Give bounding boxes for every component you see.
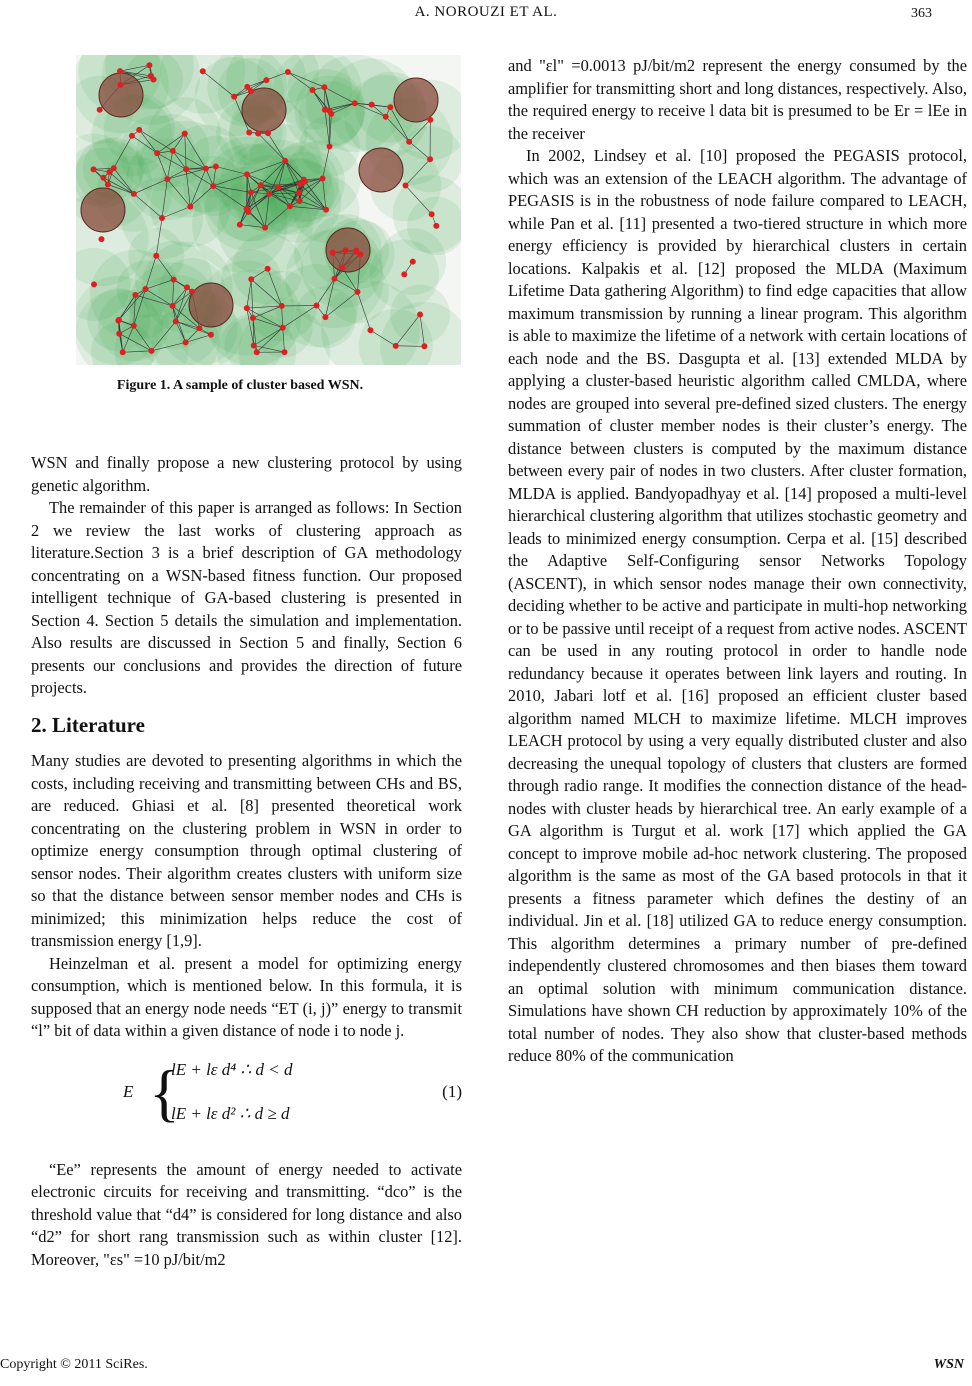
paragraph: WSN and finally propose a new clustering protocol by using genetic algorithm. [31,453,462,495]
sensor-node [403,183,409,189]
sensor-node [387,104,393,110]
cluster-head [81,188,125,232]
sensor-node [210,183,216,189]
sensor-node [282,349,288,355]
sensor-node [146,62,152,68]
sensor-node [321,84,327,90]
sensor-node [265,266,271,272]
sensor-node [231,94,237,100]
sensor-node [310,87,316,93]
sensor-node [116,331,122,337]
sensor-node [297,198,303,204]
sensor-node [275,184,281,190]
sensor-node [296,190,302,196]
sensor-node [410,259,416,265]
sensor-node [131,191,137,197]
sensor-node [171,277,177,283]
sensor-node [322,107,328,113]
sensor-node [200,68,206,74]
section-heading: 2. Literature [31,712,145,737]
sensor-node [244,206,250,212]
sensor-node [427,117,433,123]
sensor-node [282,158,288,164]
sensor-node [100,175,106,181]
sensor-node [184,284,190,290]
sensor-node [196,325,202,331]
network-graph-svg [76,55,461,365]
sensor-node [369,102,375,108]
cluster-head [99,73,143,117]
sensor-node [246,129,252,135]
sensor-node [170,303,176,309]
sensor-node [183,339,189,345]
sensor-node [383,114,389,120]
sensor-node [429,211,435,217]
sensor-node [251,342,257,348]
sensor-node [254,349,260,355]
sensor-node [154,150,160,156]
sensor-node [90,166,96,172]
sensor-node [266,191,272,197]
sensor-node [170,148,176,154]
sensor-node [285,69,291,75]
equation-lhs: E [123,1081,134,1101]
sensor-node [164,176,170,182]
sensor-node [367,327,373,333]
cluster-head [242,88,286,132]
sensor-node [353,248,359,254]
journal-footer: WSN [933,1357,964,1372]
sensor-node [208,332,214,338]
sensor-node [248,276,254,282]
cluster-network-figure [76,55,461,365]
paragraph: Heinzelman et al. present a model for optimizing energy consumption, which is mentioned below. In this formula, it is supposed that an energy node needs “ET (i, j)” energy to transmit “l” bit of data within a given distance of node i to node j. [31,953,462,1040]
sensor-node [183,166,189,172]
sensor-node [433,223,439,229]
figure-caption: Figure 1. A sample of cluster based WSN. [116,378,364,393]
sensor-node [301,177,307,183]
sensor-node [213,164,219,170]
sensor-node [237,222,243,228]
sensor-node [244,305,250,311]
sensor-node [258,182,264,188]
sensor-node [248,189,254,195]
sensor-node [131,323,137,329]
sensor-node [320,176,326,182]
left-column [31,452,462,1271]
paragraph: In 2002, Lindsey et al. [10] proposed the PEGASIS protocol, which was an extension of the LEACH algorithm. The advantage of PEGASIS is in the robustness of node failure compared to LEACH, while Pan et al. [11] presented a two-tiered structure in which more energy efficiency is provided by hierarchical clusters in certain locations. Kalpakis et al. [12] proposed the MLDA (Maximum Lifetime Data gathering Algorithm) to find edge capacities that allow maximum transmission by running a linear program. This algorithm is able to maximize the lifetime of a network with certain locations of each node and the BS. Dasgupta et al. [13] extended MLDA by applying a cluster-based heuristic algorithm called CMLDA, where nodes are grouped into several pre-defined sized clusters. The energy summation of cluster member nodes is their cluster’s energy. The distance between clusters is computed by the maximum distance between every pair of nodes in two clusters. After cluster formation, MLDA is applied. Bandyopadhyay et al. [14] proposed a multi-level hierarchical clustering algorithm that utilizes stochastic geometry and leads to minimized energy consumption. Cerpa et al. [15] described the Adaptive Self-Configuring sensor Networks Topology (ASCENT), in which sensor nodes manage their own connectivity, deciding whether to be active and participate in multi-hop networking or to be passive until receipt of a request from active nodes. ASCENT can be used in any routing protocol in order to handle node redundancy because it operates between link layers and routing. In 2010, Jabari lotf et al. [16] proposed an efficient cluster based algorithm named MLCH to maximize lifetime. MLCH improves LEACH protocol by using a very equally distributed cluster and also decreasing the unequal topology of clusters that clusters are formed through radio range. It modifies the connection distance of the head-nodes with cluster heads by hierarchical tree. An early example of a GA algorithm is Turgut et al. work [17] which applied the GA concept to improve mobile ad-hoc network clustering. The proposed algorithm is the same as most of the GA based protocols in that it presents a fitness parameter which defines the destiny of an individual. Jin et al. [18] utilized GA to reduce energy consumption. This algorithm determines a primary number of pre-defined independently clustered chromosomes and then biases them toward an optimal solution with minimum communication distance. Simulations have shown CH reduction by approximately 10% of the total number of nodes. They also show that cluster-based methods reduce 80% of the communication [508,146,967,1065]
sensor-node [143,286,149,292]
sensor-node [173,318,179,324]
sensor-node [187,204,193,210]
sensor-node [148,348,154,354]
sensor-node [393,343,399,349]
sensor-node [189,289,195,295]
page-number: 363 [911,6,932,21]
sensor-node [117,68,123,74]
sensor-node [401,271,407,277]
sensor-node [250,315,256,321]
cluster-head [189,283,233,327]
sensor-node [279,303,285,309]
paragraph: The remainder of this paper is arranged as follows: In Section 2 we review the last works of clustering approach as literature.Section 3 is a brief description of GA methodology concentrating on a WSN-based fitness function. Our proposed intelligent technique of GA-based clustering is presented in Section 4. Section 5 details the simulation and implementation. Also results are discussed in Section 5 and finally, Section 6 presents our conclusions and provides the direction of future projects. [31,498,462,697]
sensor-node [105,182,111,188]
right-column [508,55,967,1068]
sensor-node [339,264,345,270]
sensor-node [280,325,286,331]
sensor-node [330,250,336,256]
sensor-node [417,312,423,318]
sensor-node [148,73,154,79]
sensor-node [262,225,268,231]
sensor-node [323,207,329,213]
sensor-node [244,171,250,177]
cluster-head [394,78,438,122]
paragraph: “Ee” represents the amount of energy needed to activate electronic circuits for receiving and transmitting. “dco” is the threshold value that “d4” is considered for long distance and also “d2” for short rang transmission such as within cluster [12]. Moreover, "εs" =10 pJ/bit/m2 [31,1159,462,1269]
sensor-node [287,203,293,209]
sensor-node [98,236,104,242]
sensor-node [159,215,165,221]
sensor-node [153,253,159,259]
sensor-node [203,166,209,172]
sensor-node [255,130,261,136]
sensor-node [97,107,103,113]
sensor-node [244,84,250,90]
sensor-node [313,303,319,309]
equation-row: lE + lε d² ∴ d ≥ d [171,1103,290,1123]
sensor-node [343,247,349,253]
sensor-node [421,343,427,349]
cluster-head [359,148,403,192]
sensor-node [327,143,333,149]
sensor-node [129,133,135,139]
paragraph: and "εl" =0.0013 pJ/bit/m2 represent the energy consumed by the amplifier for transmitting short and long distances, respectively. Also, the required energy to receive l data bit is presumed to be Er = lEe in the receiver [508,56,967,143]
sensor-node [328,111,334,117]
sensor-node [115,318,121,324]
sensor-node [136,127,142,133]
sensor-node [120,349,126,355]
sensor-node [117,82,123,88]
sensor-node [352,100,358,106]
equation-brace: { [149,1056,180,1128]
equation-1 [31,1053,462,1143]
equation-number: (1) [442,1081,462,1101]
sensor-node [331,276,337,282]
sensor-node [182,131,188,137]
sensor-node [132,292,138,298]
sensor-node [427,156,433,162]
sensor-node [406,139,412,145]
sensor-node [265,130,271,136]
sensor-node [354,289,360,295]
paragraph: Many studies are devoted to presenting algorithms in which the costs, including receiving and transmitting between CHs and BS, are reduced. Ghiasi et al. [8] presented theoretical work concentrating on the clustering problem in WSN in order to optimize energy consumption through optimal clustering of sensor nodes. Their algorithm creates clusters with uniform size so that the distance between sensor member nodes and CHs is minimized; this minimization helps reduce the cost of transmission energy [1,9]. [31,751,462,950]
sensor-node [322,314,328,320]
copyright-footer: Copyright © 2011 SciRes. [0,1357,148,1372]
running-header: A. NOROUZI ET AL. [414,4,558,20]
equation-row: lE + lε d⁴ ∴ d < d [171,1059,293,1079]
sensor-node [263,77,269,83]
sensor-node [91,281,97,287]
sensor-node [106,169,112,175]
